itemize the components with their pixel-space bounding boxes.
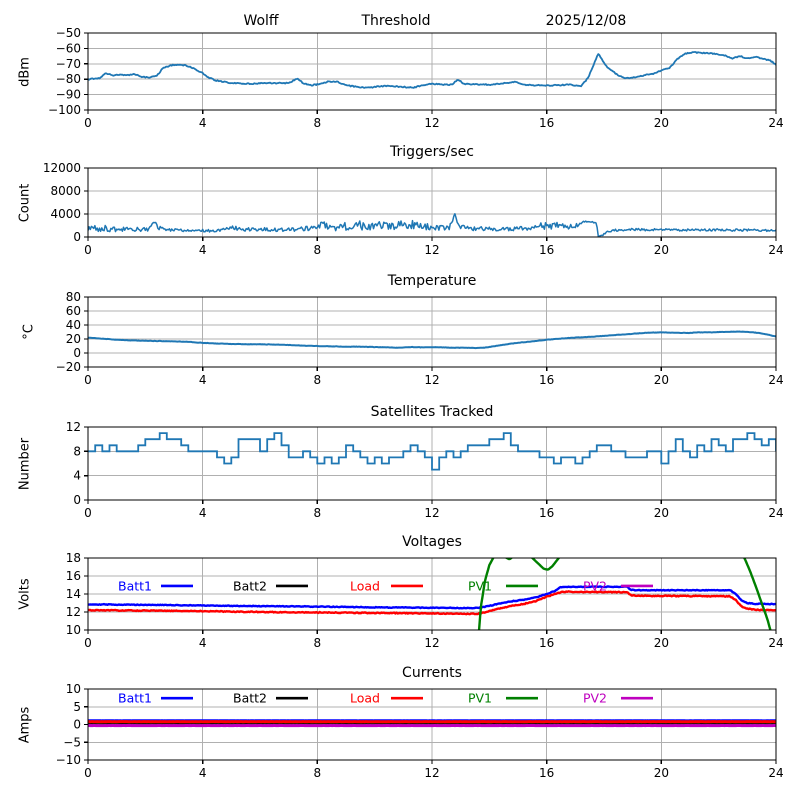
x-tick-label: 16 — [539, 636, 555, 650]
chart-title-triggers: Triggers/sec — [390, 144, 474, 160]
chart-title-voltages: Voltages — [402, 534, 462, 550]
ylabel-number: Number — [17, 437, 33, 491]
y-tick-label: 4 — [73, 468, 81, 483]
header-date-title: 2025/12/08 — [545, 13, 627, 29]
x-tick-label: 0 — [84, 373, 92, 387]
x-tick-label: 8 — [313, 766, 322, 780]
x-tick-label: 0 — [84, 506, 92, 520]
x-tick-label: 24 — [768, 243, 784, 257]
y-tick-label: 10 — [65, 623, 81, 637]
x-tick-label: 12 — [424, 766, 440, 780]
legend-label-batt1: Batt1 — [118, 690, 152, 706]
x-tick-label: 4 — [198, 373, 207, 387]
ylabel-dbm: dBm — [17, 57, 33, 87]
y-tick-label: 10 — [65, 682, 81, 696]
y-tick-label: 12 — [65, 420, 81, 434]
x-tick-label: 4 — [198, 506, 207, 520]
y-tick-label: 60 — [65, 304, 81, 318]
chart-currents — [56, 682, 784, 780]
legend-label-load: Load — [350, 690, 380, 706]
y-tick-label: 16 — [65, 569, 81, 583]
x-tick-label: 8 — [313, 243, 322, 257]
y-tick-label: 12000 — [42, 161, 81, 175]
y-tick-label: 80 — [65, 290, 81, 304]
y-tick-label: 18 — [65, 551, 81, 565]
y-tick-label: 40 — [65, 318, 81, 332]
x-tick-label: 8 — [313, 506, 322, 520]
x-tick-label: 12 — [424, 116, 440, 130]
y-tick-label: 4000 — [50, 207, 81, 221]
legend-label-batt2: Batt2 — [233, 690, 267, 706]
x-tick-label: 8 — [313, 116, 322, 130]
x-tick-label: 20 — [653, 506, 669, 520]
x-tick-label: 4 — [198, 243, 207, 257]
chart-title-satellites: Satellites Tracked — [370, 404, 494, 420]
legend-label-load: Load — [350, 578, 380, 594]
x-tick-label: 12 — [424, 373, 440, 387]
y-tick-label: 12 — [65, 605, 81, 619]
chart-voltages — [66, 542, 784, 720]
grid — [88, 558, 776, 630]
y-tick-label: 20 — [65, 332, 81, 346]
header-station-title: Wolff — [243, 13, 279, 29]
y-tick-label: 14 — [65, 587, 81, 601]
x-tick-label: 4 — [198, 116, 207, 130]
y-tick-label: −90 — [55, 87, 81, 102]
header-mode-title: Threshold — [361, 13, 431, 29]
chart-temperature — [56, 290, 784, 387]
x-tick-label: 24 — [768, 636, 784, 650]
legend-label-pv2: PV2 — [582, 690, 608, 706]
y-tick-label: −80 — [55, 72, 81, 87]
legend-label-batt1: Batt1 — [118, 578, 152, 594]
x-tick-label: 0 — [84, 766, 92, 780]
y-tick-label: −100 — [48, 103, 81, 117]
x-tick-label: 16 — [539, 766, 555, 780]
x-tick-label: 0 — [84, 116, 92, 130]
ticks — [84, 33, 776, 114]
x-tick-label: 4 — [198, 636, 207, 650]
x-tick-label: 12 — [424, 636, 440, 650]
y-tick-label: −60 — [55, 41, 81, 56]
y-tick-label: −20 — [55, 360, 81, 374]
y-tick-label: 0 — [73, 230, 81, 244]
y-tick-label: 0 — [73, 346, 81, 360]
x-tick-label: 20 — [653, 636, 669, 650]
x-tick-label: 4 — [198, 766, 207, 780]
x-tick-label: 12 — [424, 243, 440, 257]
y-tick-label: 5 — [73, 699, 81, 714]
legend-label-pv1: PV1 — [467, 578, 493, 594]
x-tick-label: 8 — [313, 373, 322, 387]
chart-signal-dbm — [48, 26, 784, 130]
y-tick-label: 0 — [73, 717, 81, 732]
chart-satellites — [66, 420, 784, 520]
ticks — [84, 427, 776, 504]
grid — [88, 33, 776, 110]
ylabel-volts: Volts — [17, 578, 33, 610]
y-tick-label: −5 — [63, 735, 81, 750]
x-tick-label: 24 — [768, 766, 784, 780]
legend-label-batt2: Batt2 — [233, 578, 267, 594]
x-tick-label: 8 — [313, 636, 322, 650]
y-tick-label: 8000 — [50, 184, 81, 198]
legend-label-pv2: PV2 — [582, 578, 608, 594]
ylabel-count: Count — [17, 183, 33, 223]
y-tick-label: −70 — [55, 56, 81, 71]
chart-triggers — [43, 161, 784, 257]
x-tick-label: 20 — [653, 373, 669, 387]
legend-label-pv1: PV1 — [467, 690, 493, 706]
ticks — [84, 297, 776, 371]
x-tick-label: 24 — [768, 506, 784, 520]
y-tick-label: 8 — [73, 444, 81, 459]
x-tick-label: 16 — [539, 373, 555, 387]
chart-title-temperature: Temperature — [387, 273, 477, 289]
x-tick-label: 20 — [653, 766, 669, 780]
x-tick-label: 20 — [653, 243, 669, 257]
chart-title-currents: Currents — [402, 665, 462, 681]
x-tick-label: 12 — [424, 506, 440, 520]
x-tick-label: 0 — [84, 243, 92, 257]
x-tick-label: 16 — [539, 116, 555, 130]
x-tick-label: 24 — [768, 116, 784, 130]
y-tick-label: −50 — [55, 26, 81, 40]
ylabel-amps: Amps — [17, 706, 33, 744]
x-tick-label: 24 — [768, 373, 784, 387]
x-tick-label: 16 — [539, 506, 555, 520]
ylabel-degc: °C — [21, 324, 37, 340]
x-tick-label: 0 — [84, 636, 92, 650]
x-tick-label: 20 — [653, 116, 669, 130]
y-tick-label: −10 — [55, 753, 81, 767]
x-tick-label: 16 — [539, 243, 555, 257]
y-tick-label: 0 — [73, 493, 81, 507]
